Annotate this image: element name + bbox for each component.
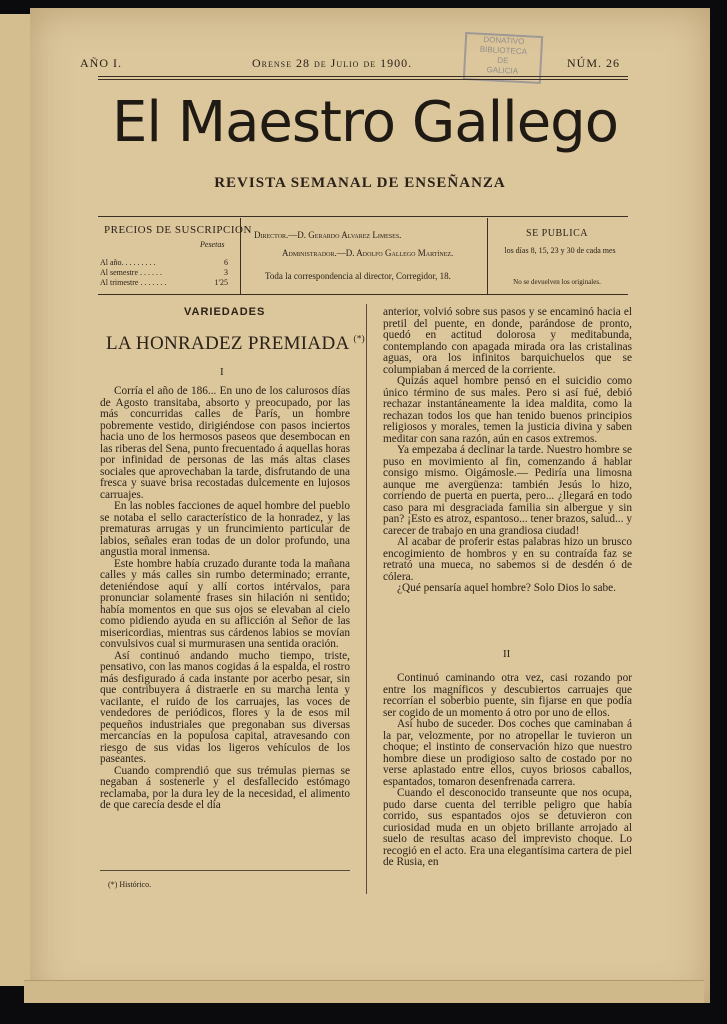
info-box-bottom-rule — [98, 294, 628, 295]
price-label: Al trimestre . . . . . . . — [100, 278, 167, 287]
column-divider — [366, 304, 367, 894]
price-value: 3 — [224, 268, 228, 277]
publication-label: SE PUBLICA — [526, 228, 588, 239]
article-column-left — [100, 386, 350, 866]
article-title-text: LA HONRADEZ PREMIADA — [106, 333, 349, 354]
info-divider — [487, 218, 488, 294]
footnote: (*) Histórico. — [108, 880, 152, 889]
paragraph: Continuó caminando otra vez, casi rozando por entre los magníficos y descubiertos carruajes que recorrían el soberbio puente, sin fijarse en que podía ser cogido de un momento á otro por uno de ellos. — [383, 673, 632, 719]
originals-notice: No se devuelven los originales. — [513, 278, 601, 286]
paragraph: anterior, volvió sobre sus pasos y se encaminó hacia el pretil del puente, en donde, parándose de pronto, quedó en actitud dolorosa y meditabunda, contemplando con apagada mirada ora las cristalinas aguas, ora los infinitos barquichuelos que se columpiaban á merced de la corriente. — [383, 307, 632, 376]
paragraph: Al acabar de proferir estas palabras hizo un brusco encogimiento de hombros y en su contraída faz se retrató una mueca, no sabemos si de desdén ó de cólera. — [383, 536, 632, 583]
price-value: 6 — [224, 258, 228, 267]
paragraph: Este hombre había cruzado durante toda la mañana calles y más calles sin rumbo determinado; errante, deteniéndose aquí y allí cortos intérvalos, para pronunciar solamente frases sin hilación ni sentido; había momentos en que sus ojos se elevaban al cielo como pidiendo ayuda en su aflicción al Señor de las misericordias, mientras sus cárdenos labios se movían convulsivos cual si murmurasen una sentida oración. — [100, 557, 350, 650]
subscription-prices-title: PRECIOS DE SUSCRIPCION — [104, 224, 252, 236]
stamp-line: GALICIA — [486, 65, 519, 76]
year-label: AÑO I. — [80, 56, 122, 70]
footnote-mark: (*) — [353, 333, 365, 344]
administrator-line: Administrador.—D. Adolfo Gallego Martínez. — [282, 248, 454, 258]
header-rule — [98, 76, 628, 77]
article-column-right-top — [383, 307, 632, 647]
paragraph: Quizás aquel hombre pensó en el suicidio como único término de sus males. Pero si así fué, debió rechazar instantáneamente la idea maldita, como la rechazan todos los que han tenido buenos principios religiosos y morales, temen la justicia divina y saben meditar con sana razón, aún en casos extremos. — [383, 375, 632, 445]
paragraph: Cuando comprendió que sus trémulas piernas se negaban á sostenerle y el desfallecido estómago reclamaba, por la dura ley de la necesidad, el alimento de que carecía desde el día — [100, 764, 350, 811]
chapter-number: I — [220, 366, 224, 378]
issue-date: Orense 28 de Julio de 1900. — [252, 56, 413, 70]
footnote-rule — [100, 870, 350, 871]
paragraph: Así hubo de suceder. Dos coches que caminaban á la par, velozmente, por no atropellar le tuvieron un choque; el instinto de conservación hizo que nuestro hombre diese un prodigioso salto de costado por no verse aplastado entre ellos, cuyos briosos caballos, espantados, tomaron desenfrenada carrera. — [383, 718, 632, 788]
stamp-line: DE — [497, 55, 509, 66]
header-rule — [98, 79, 628, 80]
newspaper-subtitle: REVISTA SEMANAL DE ENSEÑANZA — [214, 175, 506, 191]
stamp-line: DONATIVO — [483, 34, 525, 47]
chapter-number: II — [503, 648, 511, 660]
issue-number: NÚM. 26 — [566, 56, 620, 70]
paragraph: Corría el año de 186... En uno de los calurosos días de Agosto transitaba, absorto y preocupado, por las más concurridas calles de París, un hombre pobremente vestido, dirigiéndose con pasos inciertos hacia uno de los hermosos paseos que desembocan en las riberas del Sena, punto frecuentado á aquellas horas por infinidad de personas de las más altas clases sociales que aprovechaban la tarde, disfrutando de una fresca y suave brisa recostadas dulcemente en lujosos carruajes. — [100, 386, 350, 501]
paragraph: Así continuó andando mucho tiempo, triste, pensativo, con las manos cogidas á la espalda, el rostro más desfigurado á cada instante por acerbo pesar, sin que contribuyera á distraerle en su marcha lenta y vacilante, el ruido de los carruajes, las voces de vendedores de periódicos, flores y la de esos mil pequeños industriales que pregonaban sus diversas mercancías en la populosa capital, atravesando con riesgo de sus vidas los ligeros vehículos de los paseantes. — [100, 649, 350, 765]
publication-days: los días 8, 15, 23 y 30 de cada mes — [504, 246, 616, 255]
stamp-line: BIBLIOTECA — [479, 44, 528, 57]
price-label: Al año. . . . . . . . . — [100, 258, 156, 267]
page-bottom-edge — [24, 980, 704, 1003]
article-column-right-bottom — [383, 673, 632, 893]
director-line: Director.—D. Gerardo Alvarez Limeses. — [254, 230, 402, 240]
paragraph: Cuando el desconocido transeunte que nos ocupa, pudo darse cuenta del terrible peligro que había corrido, sus espantados ojos se detuvieron con curiosidad muda en un objeto brillante arrojado al suelo de resultas acaso del imprevisto choque. Lo recogió en el acto. Era una elegantísima cartera de piel de Rusia, en — [383, 787, 632, 868]
paragraph: ¿Qué pensaría aquel hombre? Solo Dios lo sabe. — [397, 582, 616, 594]
article-title — [106, 333, 365, 355]
price-value: 1'25 — [214, 278, 228, 287]
currency-label: Pesetas — [200, 240, 225, 249]
correspondence-line: Toda la correspondencia al director, Corregidor, 18. — [265, 271, 451, 281]
paragraph: En las nobles facciones de aquel hombre del pueblo se notaba el sello característico de la honradez, y las prematuras arrugas y un fruncimiento particular de labios, señales eran todas de un dolor profundo, una angustia moral inmensa. — [100, 500, 350, 558]
info-box-top-rule — [98, 216, 628, 217]
paragraph: Ya empezaba á declinar la tarde. Nuestro hombre se puso en movimiento al fin, comenzando á hablar consigo mismo. Oigámosle.— Pediría una limosna aunque me avergüenza: también Jesús lo hizo, corriendo de puerta en puerta, pero... ¿llegará en todo caso para mi desgraciada familia sin albergue y sin pan? ¡Esto es atroz, espantoso... tener brazos, salud... y carecer de trabajo en una grandiosa ciudad! — [383, 444, 632, 537]
price-label: Al semestre . . . . . . — [100, 268, 162, 277]
newspaper-title: El Maestro Gallego — [112, 90, 618, 155]
section-heading: VARIEDADES — [184, 306, 266, 318]
